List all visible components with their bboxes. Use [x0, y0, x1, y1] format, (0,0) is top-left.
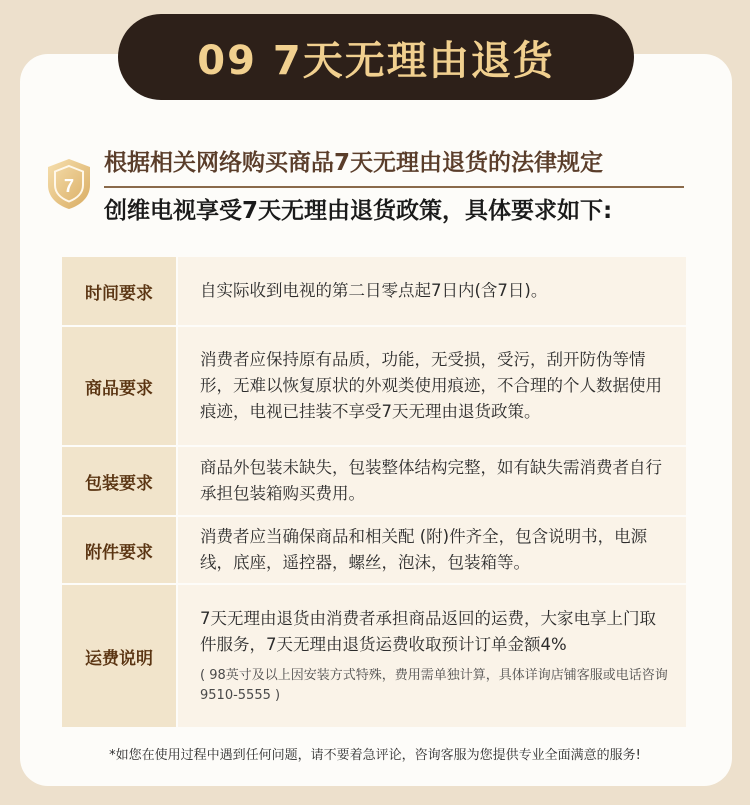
shield-7-icon — [44, 157, 94, 211]
requirements-table — [62, 257, 686, 729]
intro-line-legal: 根据相关网络购买商品7天无理由退货的法律规定 — [104, 146, 684, 188]
row-label: 运费说明 — [62, 585, 176, 727]
row-content: 自实际收到电视的第二日零点起7日内(含7日)。 — [178, 257, 686, 325]
row-content: 商品外包装未缺失，包装整体结构完整，如有缺失需消费者自行承担包装箱购买费用。 — [178, 447, 686, 515]
row-content: 消费者应当确保商品和相关配 (附)件齐全，包含说明书，电源线，底座，遥控器，螺丝，泡沫，包装箱等。 — [178, 517, 686, 583]
row-content: 消费者应保持原有品质，功能，无受损，受污，刮开防伪等情形，无难以恢复原状的外观类使用痕迹，不合理的个人数据使用痕迹，电视已挂装不享受7天无理由退货政策。 — [178, 327, 686, 445]
row-label: 时间要求 — [62, 257, 176, 325]
table-row — [62, 257, 686, 325]
row-content: 7天无理由退货由消费者承担商品返回的运费，大家电享上门取件服务，7天无理由退货运费收取预计订单金额4% ( 98英寸及以上因安装方式特殊，费用需单独计算，具体详询店铺客服或电话咨询9510-5555 ) — [178, 585, 686, 727]
row-label: 包装要求 — [62, 447, 176, 515]
badge-number: 7 — [63, 176, 75, 196]
table-row — [62, 517, 686, 583]
intro-line-policy: 创维电视享受7天无理由退货政策，具体要求如下: — [104, 198, 613, 224]
section-title — [118, 14, 634, 100]
table-row — [62, 585, 686, 727]
row-label: 附件要求 — [62, 517, 176, 583]
intro-text — [104, 146, 684, 228]
section-title-text: 09 7天无理由退货 — [197, 37, 555, 84]
shipping-note: ( 98英寸及以上因安装方式特殊，费用需单独计算，具体详询店铺客服或电话咨询9510-5555 ) — [200, 668, 668, 703]
table-row — [62, 447, 686, 515]
footer-note: *如您在使用过程中遇到任何问题，请不要着急评论，咨询客服为您提供专业全面满意的服务! — [109, 748, 641, 763]
table-row — [62, 327, 686, 445]
row-label: 商品要求 — [62, 327, 176, 445]
